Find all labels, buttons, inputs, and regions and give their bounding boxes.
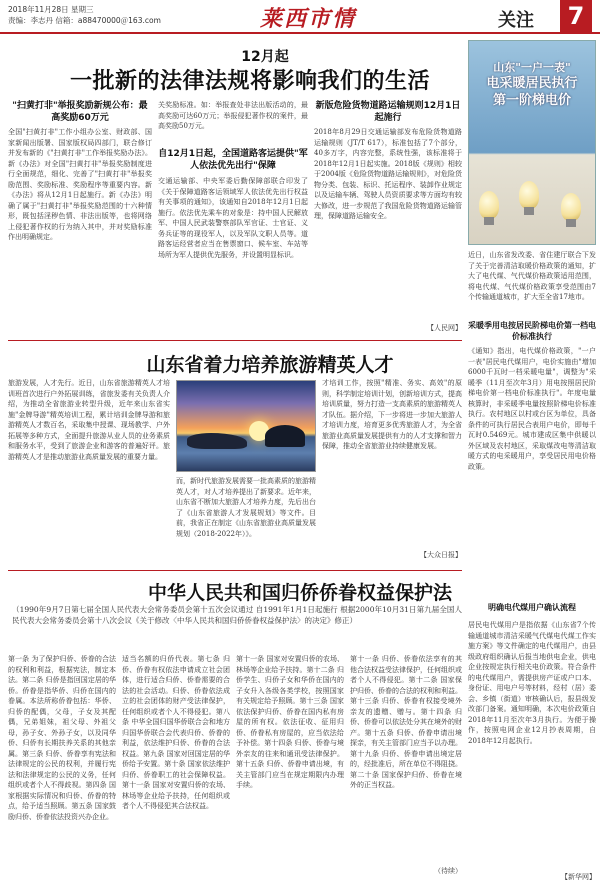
mid-story-source: 【大众日报】 xyxy=(420,551,462,559)
mid-story-title: 山东省着力培养旅游精英人才 xyxy=(146,354,394,376)
law-col-3 xyxy=(236,654,344,880)
law-body-2: 适当名额的归侨代表。第七条 归侨、侨眷有权依法申请成立社会团体，进行适合归侨、侨眷需要的合法的社会活动。归侨、侨眷依法成立的社会团体的财产受法律保护，任何组织或者个人不得侵犯。第八条 中华全国归国华侨联合会和地方归国华侨联合会代表归侨、侨眷的利益，依法维护归侨、侨眷的合法权益。第九条 国家对回国定居的华侨给予安置。第十条 国家依法维护归侨、侨眷职工的社会保障权益。第十一条 国家对安置归侨的农场、林场等企业给予扶持，任何组织或者个人不得侵犯其合法权益。 xyxy=(122,655,230,810)
top-story-subhead-3: 新版危险货物道路运输规则12月1日起施行 xyxy=(315,101,461,123)
right-col-source: 【新华网】 xyxy=(561,873,596,881)
top-story-body-2a: 关奖励标准。如：举报查处非法出版活动的，最高奖励可达60万元；举报侵犯著作权的案件，最高奖励50万元。 xyxy=(158,101,308,130)
masthead-info xyxy=(8,4,161,26)
top-story-col-1 xyxy=(8,100,152,335)
law-preamble-block xyxy=(12,604,462,648)
law-title: 中华人民共和国归侨侨眷权益保护法 xyxy=(147,582,452,604)
law-col-4 xyxy=(350,654,462,880)
mid-story-col-1 xyxy=(8,378,170,564)
right-headline-line-2: 电采暖居民执行 xyxy=(486,76,578,91)
law-body-1: 第一条 为了保护归侨、侨眷的合法的权利和利益，根据宪法，制定本法。第二条 归侨是指回国定居的华侨。侨眷是指华侨、归侨在国内的眷属。本法所称侨眷包括：华侨、归侨的配偶，父母，子女及其配偶，兄弟姐妹，祖父母、外祖父母，孙子女、外孙子女，以及同华侨、归侨有长期扶养关系的其他亲属。第三条 归侨、侨眷享有宪法和法律规定的公民的权利，并履行宪法和法律规定的公民的义务，任何组织或者个人不得歧视。第四条 国家根据实际情况和归侨、侨眷的特点，给予适当照顾。第五条 国家鼓励归侨、侨眷依法投资兴办企业。 xyxy=(8,655,116,821)
mid-story-body-3: 才培训工作，按照"精准、务实、高效"的原则，科学制定培训计划，创新培训方式，提高培训质量，努力打造一支高素质的旅游精英人才队伍。据介绍，下一步将进一步加大旅游人才培训力度，培育更多优秀旅游人才，为全省旅游业高质量发展提供有力的人才支撑和智力保障，推动全省旅游业持续健康发展。 xyxy=(322,379,462,450)
mid-story-body-2: 而，新时代旅游发展需要一批高素质的旅游精英人才，对人才培养提出了新要求。近年来，山东省不断加大旅游人才培养力度，先后出台了《山东省旅游人才发展规划》等文件。目前，我省正在制定《山东省旅游业高质量发展规划（2018-2022年）》。 xyxy=(176,477,316,538)
law-body-4: 第十一条 归侨、侨眷依法享有的其他合法权益受法律保护，任何组织或者个人不得侵犯。第十二条 国家保护归侨、侨眷的合法的权利和利益。第十三条 归侨、侨眷有权接受境外亲友的遗赠、赠与。第十四条 归侨、侨眷可以依法处分其在境外的财产。第十五条 归侨、侨眷申请出境探亲，有关主管部门应当予以办理。第十九条 归侨、侨眷申请出境定居的，经批准后，所在单位不得阻挠。第二十条 国家保护归侨、侨眷在境外的正当权益。 xyxy=(350,655,462,789)
mid-story-col-3 xyxy=(322,378,462,564)
top-story-title: 一批新的法律法规将影响我们的生活 xyxy=(69,69,430,94)
top-story-body-3: 2018年8月29日交通运输部发布危险货物道路运输规则（JT/T 617），标准包括了7个部分，40多万字，内容完整，系统性强，该标准将于2018年12月1日起实施。2018版《规则》相较于2004版《危险货物道路运输规则》，对危险货物分类、包装、标识、托运程序、装卸作业规定以及运输车辆、驾驶人员资质要求等方面均有较大修改，进一步规范了我国危险货物道路运输管理，保障道路运输安全。 xyxy=(314,128,462,220)
law-preamble: （1990年9月7日第七届全国人民代表大会常务委员会第十五次会议通过 自1991年1月1日起施行 根据2000年10月31日第九届全国人民代表大会常务委员会第十八次会议《关于修改〈中华人民共和国归侨侨眷权益保护法〉的决定》修正） xyxy=(12,605,462,625)
lightbulb-icon xyxy=(519,181,539,209)
top-story-source: 【人民网】 xyxy=(427,324,462,332)
top-story-col-2 xyxy=(158,100,308,335)
right-col-body-2: 居民电代煤用户是指依据《山东省7个传输通道城市清洁采暖气代煤电代煤工作实施方案》等文件确定的电代煤用户，由县级政府组织确认后报当地供电企业，供电企业按规定执行相关电价政策。符合条件的电代煤用户，需提供房产证或户口本、身份证、用电户号等材料，经村（居）委会、乡镇（街道）审核确认后，报县级发改部门备案。通知明确，本次电价政策自2018年11月至次年3月执行。为便于操作，按照电网企业12月抄表周期，自2018年12月起执行。 xyxy=(468,621,596,745)
section-name: 关注 xyxy=(498,10,534,31)
section-divider xyxy=(8,340,462,341)
page-number: 7 xyxy=(560,0,592,32)
right-col-article xyxy=(468,250,596,880)
law-col-1 xyxy=(8,654,116,880)
rock-shape xyxy=(187,433,247,449)
seaside-sunset-photo xyxy=(176,380,316,472)
right-col-subhead-2: 明确电代煤用户确认流程 xyxy=(488,603,576,612)
top-story-body-1: 全国"扫黄打非"工作小组办公室、财政部、国家新闻出版署、国家版权局四部门，联合修订并发布新的《"扫黄打非"工作举报奖励办法》。新《办法》对全国"扫黄打非"举报奖励制度进行全面规范，细化、完善了"扫黄打非"举报奖励范围、奖励标准、奖励程序等重要内容。新《办法》将从12月1日起施行。新《办法》明确了属于"扫黄打非"举报奖励范围的十六种情形，既包括淫秽色情、非法出版等，也将网络上侵犯著作权的行为纳入其中，并对奖励标准作出明确规定。 xyxy=(8,128,152,241)
bulb-base xyxy=(524,207,534,215)
top-story-subhead-2: 自12月1日起，全国道路客运提供"军人依法优先出行"保障 xyxy=(158,149,308,171)
section-divider xyxy=(8,570,462,571)
masthead xyxy=(0,0,600,34)
top-story-kicker: 12月起 xyxy=(241,49,289,65)
right-col-headline xyxy=(470,60,594,109)
right-headline-line-3: 第一阶梯电价 xyxy=(492,93,571,108)
top-story-col-3 xyxy=(314,100,462,335)
editor-line: 责编：李志丹 信箱：a88470000＠163.com xyxy=(8,16,161,25)
mid-story-col-2 xyxy=(176,476,316,564)
lightbulb-icon xyxy=(561,193,581,221)
bulb-base xyxy=(484,217,494,225)
law-continued: （待续） xyxy=(434,867,462,875)
bulb-base xyxy=(566,219,576,227)
right-col-body-1: 《通知》指出，电代煤价格政策，"一户一表"居民电代煤用户，电价实施由"增加6000千瓦时一档采暖电量"，调整为"采暖季（11月至次年3月）用电按照居民阶梯电价第一档电价标准执行"。年度电量核算时，非采暖季电量按照阶梯电价标准执行。农村地区以村或台区为单位，具备条件的可执行居民合表用户电价，即每千瓦时0.5469元。城市建成区集中供暖以外区域及农村地区，采取煤改电等清洁取暖方式的电采暖用户，享受居民用电价格政策。 xyxy=(468,347,596,471)
law-body-3: 第十一条 国家对安置归侨的农场、林场等企业给予扶持。第十二条 归侨学生、归侨子女和华侨在国内的子女升入各级各类学校，按照国家有关规定给予照顾。第十三条 国家依法保护归侨、侨眷在国内私有房屋的所有权。依法征收、征用归侨、侨眷私有房屋的，应当依法给予补偿。第十四条 归侨、侨眷与境外亲友的往来和通讯受法律保护。第十五条 归侨、侨眷申请出境，有关主管部门应当在规定期限内办理手续。 xyxy=(236,655,344,789)
top-story-body-2b: 交通运输部、中央军委后勤保障部联合印发了《关于保障道路客运领域军人依法优先出行权益有关事项的通知》，该通知自2018年12月1日起施行。依法优先乘车的对象是：持中国人民解放军、中国人民武装警察部队军官证、士官证、义务兵证等的现役军人，以及军队文职人员等。道路客运经营者应当在售票窗口、候车室、车站等场所为军人提供优先服务，并设置明显标识。 xyxy=(158,177,308,259)
newspaper-brand: 莱西市情 xyxy=(260,6,357,32)
law-col-2 xyxy=(122,654,230,880)
issue-date: 2018年11月28日 星期三 xyxy=(8,5,94,14)
top-story-subhead-1: "扫黄打非"举报奖励新规公布：最高奖励60万元 xyxy=(12,101,148,123)
right-col-subhead-1: 采暖季用电按居民阶梯电价第一档电价标准执行 xyxy=(468,321,596,341)
lightbulb-icon xyxy=(479,191,499,219)
tree-shape xyxy=(265,425,305,447)
mid-story-body-1: 旅游发展，人才先行。近日，山东省旅游精英人才培训班首次进行户外拓展训练，省旅发委有关负责人介绍，为推动全省旅游业转型升级，近年来山东省实施"金牌导游"精英培训工程，累计培训金牌导游和旅游精英人才数百名，采取集中授课、现场教学、户外拓展等多种方式，全面提升旅游从业人员的业务素质和服务水平，受到了旅游企业和游客的普遍好评。旅游精英人才是推动旅游业高质量发展的重要力量。 xyxy=(8,379,170,461)
right-headline-line-1: 山东"一户一表" xyxy=(493,61,571,74)
right-col-intro: 近日，山东省发改委、省住建厅联合下发了关于完善清洁取暖价格政策的通知，扩大了电代煤、气代煤价格政策适用范围，将电代煤、气代煤价格政策享受范围由7个传输通道城市，扩大至全省17地市。 xyxy=(468,251,596,301)
